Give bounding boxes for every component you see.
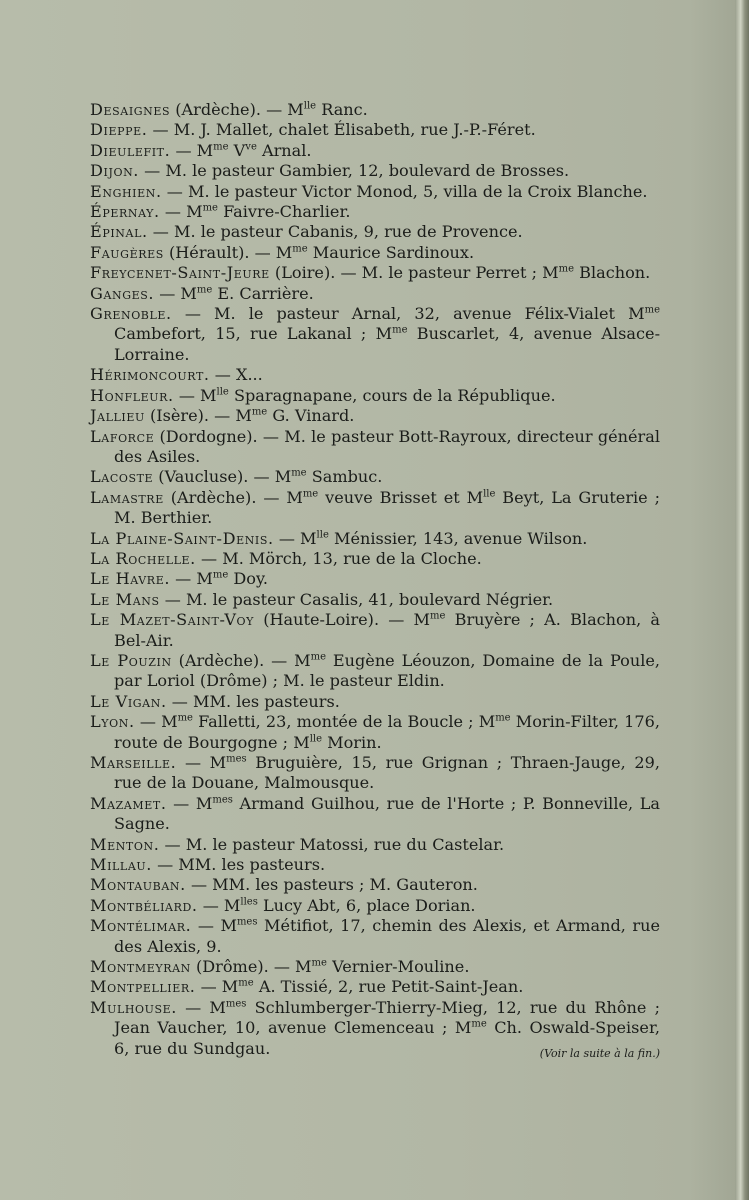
list-entry xyxy=(90,549,660,569)
entry-place-name: Montélimar. xyxy=(90,916,192,936)
entry-place-name: Jallieu xyxy=(90,406,145,426)
entry-place-name: Menton. xyxy=(90,834,160,854)
list-entry xyxy=(90,712,660,753)
list-entry xyxy=(90,161,660,181)
entry-place-name: Desaignes xyxy=(90,100,171,119)
list-entry xyxy=(90,222,660,242)
entry-place-name: Honfleur. xyxy=(90,385,174,405)
list-entry xyxy=(90,835,660,855)
entry-place-name: Montpellier. xyxy=(90,977,196,997)
entry-place-name: Freycenet-Saint-Jeure xyxy=(90,263,270,283)
entry-details: — $M^{me}$ E. Carrière. xyxy=(154,283,314,303)
entry-details: — $M^{lle}$ Ménissier, 143, avenue Wilson. xyxy=(273,528,588,548)
list-entry xyxy=(90,284,660,304)
entry-details: (Haute-Loire). — $M^{me}$ Bruyère ; A. Blachon, à Bel-Air. xyxy=(114,610,660,650)
entry-details: — $M^{lle}$ Sparagnapane, cours de la République. xyxy=(173,385,556,405)
entry-place-name: Enghien. xyxy=(90,181,162,201)
list-entry xyxy=(90,263,660,283)
list-entry xyxy=(90,569,660,589)
entry-place-name: Faugères xyxy=(90,242,164,262)
entry-details: — M. J. Mallet, chalet Élisabeth, rue J.-P.-Féret. xyxy=(147,120,536,140)
list-entry xyxy=(90,467,660,487)
list-entry xyxy=(90,753,660,794)
entry-details: — $M^{mes}$ Bruguière, 15, rue Grignan ; Thraen-Jauge, 29, rue de la Douane, Malmousque. xyxy=(114,753,660,793)
entry-details: — $M^{me}$ A. Tissié, 2, rue Petit-Saint-Jean. xyxy=(195,977,524,997)
address-list xyxy=(90,100,660,1064)
entry-place-name: La Plaine-Saint-Denis. xyxy=(90,528,274,548)
entry-place-name: Montbéliard. xyxy=(90,895,198,915)
list-entry xyxy=(90,243,660,263)
entry-details: — MM. les pasteurs. xyxy=(166,691,340,711)
entry-details: (Dordogne). — M. le pasteur Bott-Rayroux, directeur général des Asiles. xyxy=(114,426,660,466)
entry-place-name: Grenoble. xyxy=(90,304,172,324)
entry-place-name: Mazamet. xyxy=(90,793,167,813)
book-spine-edge xyxy=(735,0,749,1200)
entry-details: — X... xyxy=(209,365,263,385)
entry-details: — M. le pasteur Victor Monod, 5, villa de la Croix Blanche. xyxy=(161,181,648,201)
entry-place-name: Le Mans xyxy=(90,589,160,609)
entry-details: (Drôme). — $M^{me}$ Vernier-Mouline. xyxy=(190,957,470,977)
list-entry xyxy=(90,651,660,692)
entry-details: — $M^{mes}$ Schlumberger-Thierry-Mieg, 12, rue du Rhône ; Jean Vaucher, 10, avenue Clemenceau ; $M^{me}$ Ch. Oswald-Speiser, 6, rue du Sundgau. xyxy=(114,997,660,1058)
entry-place-name: Épernay. xyxy=(90,202,160,222)
entry-details: (Ardèche). — $M^{me}$ veuve Brisset et $M^{lle}$ Beyt, La Gruterie ; M. Berthier. xyxy=(114,487,661,528)
entry-place-name: Millau. xyxy=(90,855,152,875)
list-entry xyxy=(90,365,660,385)
continuation-note: (Voir la suite à la fin.) xyxy=(539,1046,660,1060)
entry-details: — $M^{mes}$ Armand Guilhou, rue de l'Horte ; P. Bonneville, La Sagne. xyxy=(114,793,660,834)
entry-place-name: Mulhouse. xyxy=(90,997,178,1017)
entry-details: — M. Mörch, 13, rue de la Cloche. xyxy=(195,548,482,568)
entry-place-name: Lyon. xyxy=(90,712,135,732)
list-entry xyxy=(90,406,660,426)
entry-place-name: La Rochelle. xyxy=(90,548,196,568)
list-entry xyxy=(90,120,660,140)
entry-place-name: Hérimoncourt. xyxy=(90,365,210,385)
entry-details: — M. le pasteur Cabanis, 9, rue de Provence. xyxy=(147,222,523,242)
entry-place-name: Montmeyran xyxy=(90,957,191,977)
list-entry xyxy=(90,202,660,222)
entry-details: — M. le pasteur Arnal, 32, avenue Félix-Vialet $M^{me}$ Cambefort, 15, rue Lakanal ; $M^{me}$ Buscarlet, 4, avenue Alsace-Lorraine. xyxy=(114,304,661,364)
entry-place-name: Dieulefit. xyxy=(90,140,171,160)
entry-place-name: Lamastre xyxy=(90,487,164,507)
list-entry xyxy=(90,916,660,957)
list-entry xyxy=(90,488,660,529)
entry-details: — M. le pasteur Gambier, 12, boulevard de Brosses. xyxy=(139,161,570,181)
entry-details: (Ardèche). — $M^{lle}$ Ranc. xyxy=(170,100,368,119)
list-entry xyxy=(90,794,660,835)
list-entry xyxy=(90,182,660,202)
entry-details: — M. le pasteur Casalis, 41, boulevard Négrier. xyxy=(159,589,554,609)
list-entry xyxy=(90,977,660,997)
list-entry xyxy=(90,610,660,651)
list-entry xyxy=(90,896,660,916)
entry-details: — MM. les pasteurs. xyxy=(151,855,326,875)
entry-place-name: Marseille. xyxy=(90,753,177,772)
entry-details: (Isère). — $M^{me}$ G. Vinard. xyxy=(144,406,355,426)
list-entry xyxy=(90,590,660,610)
entry-details: — $M^{me}$ $V^{ve}$ Arnal. xyxy=(170,140,312,160)
list-entry xyxy=(90,692,660,712)
entry-details: — $M^{mes}$ Métifiot, 17, chemin des Alexis, et Armand, rue des Alexis, 9. xyxy=(114,916,661,956)
entry-place-name: Dieppe. xyxy=(90,120,148,140)
entry-place-name: Le Vigan. xyxy=(90,691,167,711)
entry-place-name: Le Pouzin xyxy=(90,650,172,670)
entry-details: (Vaucluse). — $M^{me}$ Sambuc. xyxy=(153,467,383,487)
list-entry xyxy=(90,855,660,875)
list-entry xyxy=(90,100,660,120)
list-entry xyxy=(90,427,660,468)
entry-place-name: Laforce xyxy=(90,426,155,446)
entry-place-name: Ganges. xyxy=(90,283,155,303)
entry-details: — $M^{lles}$ Lucy Abt, 6, place Dorian. xyxy=(197,895,476,915)
entry-details: — MM. les pasteurs ; M. Gauteron. xyxy=(185,875,478,895)
list-entry xyxy=(90,998,660,1059)
entry-place-name: Dijon. xyxy=(90,161,140,181)
entry-details: — M. le pasteur Matossi, rue du Castelar. xyxy=(159,834,505,854)
entry-details: — $M^{me}$ Falletti, 23, montée de la Boucle ; $M^{me}$ Morin-Filter, 176, route de Bourgogne ; $M^{lle}$ Morin. xyxy=(114,712,660,752)
list-entry xyxy=(90,304,660,365)
list-entry xyxy=(90,875,660,895)
entry-details: (Hérault). — $M^{me}$ Maurice Sardinoux. xyxy=(163,242,475,262)
entry-place-name: Le Havre. xyxy=(90,569,171,589)
entry-details: (Ardèche). — $M^{me}$ Eugène Léouzon, Domaine de la Poule, par Loriol (Drôme) ; M. le pasteur Eldin. xyxy=(114,650,661,691)
entry-details: — $M^{me}$ Faivre-Charlier. xyxy=(159,202,351,222)
entry-place-name: Lacoste xyxy=(90,467,154,487)
entry-details: — $M^{me}$ Doy. xyxy=(170,569,269,589)
list-entry xyxy=(90,957,660,977)
entry-place-name: Épinal. xyxy=(90,222,148,242)
entry-place-name: Montauban. xyxy=(90,875,186,895)
entry-place-name: Le Mazet-Saint-Voy xyxy=(90,610,255,630)
entry-details: (Loire). — M. le pasteur Perret ; $M^{me}$ Blachon. xyxy=(269,263,651,283)
list-entry xyxy=(90,141,660,161)
list-entry xyxy=(90,386,660,406)
list-entry xyxy=(90,529,660,549)
